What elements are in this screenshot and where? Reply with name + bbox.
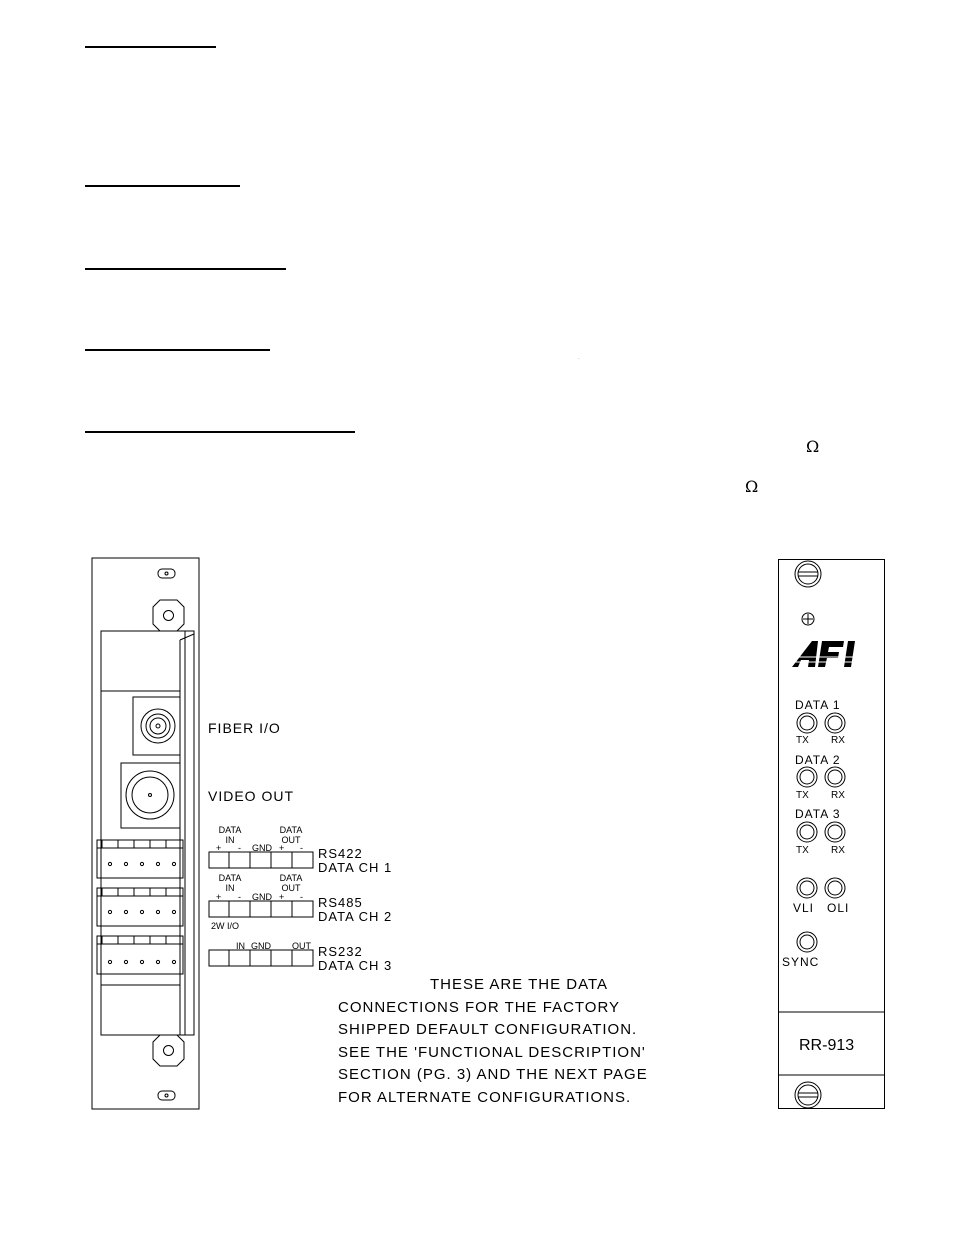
data1-label: DATA 1 (795, 698, 841, 712)
model-label: RR-913 (799, 1037, 855, 1054)
ch1-pin-2: - (238, 843, 241, 853)
ch2-type-label: RS485 (318, 895, 363, 910)
ch2-pin-5: - (300, 892, 303, 902)
data3-rx-label: RX (831, 845, 845, 856)
note-line-4: SEE THE 'FUNCTIONAL DESCRIPTION' (338, 1043, 646, 1061)
data3-tx-label: TX (796, 845, 809, 856)
ch2-name-label: DATA CH 2 (318, 909, 393, 924)
configuration-note (338, 974, 648, 1109)
sync-label: SYNC (782, 955, 820, 969)
ch2-pin-4: + (279, 892, 285, 902)
ch1-type-label: RS422 (318, 846, 363, 861)
data2-rx-label: RX (831, 790, 845, 801)
ch1-data-out-label: DATA OUT (279, 825, 303, 845)
ch3-pin-in: IN (236, 941, 245, 951)
ch1-name-label: DATA CH 1 (318, 860, 393, 875)
afi-logo-text: AFI (578, 359, 580, 360)
omega-symbol-2: Ω (745, 477, 759, 496)
data2-label: DATA 2 (795, 753, 841, 767)
omega-symbol-1: Ω (806, 437, 820, 456)
data1-rx-label: RX (831, 735, 845, 746)
ch1-pin-1: + (216, 843, 222, 853)
ch2-data-out-label: DATA OUT (279, 873, 303, 893)
ch3-type-label: RS232 (318, 944, 363, 959)
oli-label: OLI (827, 901, 850, 915)
data3-label: DATA 3 (795, 807, 841, 821)
ch2-2w-io-label: 2W I/O (211, 921, 240, 931)
ch2-data-in-label: DATA IN (218, 873, 242, 893)
ch3-name-label: DATA CH 3 (318, 958, 393, 973)
front-panel (578, 359, 885, 1109)
note-line-3: SHIPPED DEFAULT CONFIGURATION. (338, 1021, 638, 1038)
note-line-1: THESE ARE THE DATA (430, 976, 609, 993)
note-line-2: CONNECTIONS FOR THE FACTORY (338, 998, 621, 1016)
ch3-pin-gnd: GND (251, 941, 271, 951)
ch1-pin-5: - (300, 843, 303, 853)
data2-tx-label: TX (796, 790, 809, 801)
data1-tx-label: TX (796, 735, 809, 746)
afi-logo-mark (788, 641, 873, 667)
ch2-pin-2: - (238, 892, 241, 902)
ch2-pin-3: GND (252, 892, 272, 902)
vli-label: VLI (793, 901, 815, 915)
ch1-pin-4: + (279, 843, 285, 853)
note-line-5: SECTION (PG. 3) AND THE NEXT PAGE (338, 1066, 648, 1083)
ch1-pin-3: GND (252, 843, 272, 853)
video-out-label: VIDEO OUT (208, 788, 295, 804)
ch1-data-in-label: DATA IN (218, 825, 242, 845)
ch3-pin-out: OUT (292, 941, 311, 951)
fiber-io-label: FIBER I/O (208, 720, 281, 736)
note-line-6: FOR ALTERNATE CONFIGURATIONS. (338, 1088, 632, 1106)
front-panel-drawing (578, 359, 885, 1109)
ch2-pin-1: + (216, 892, 222, 902)
